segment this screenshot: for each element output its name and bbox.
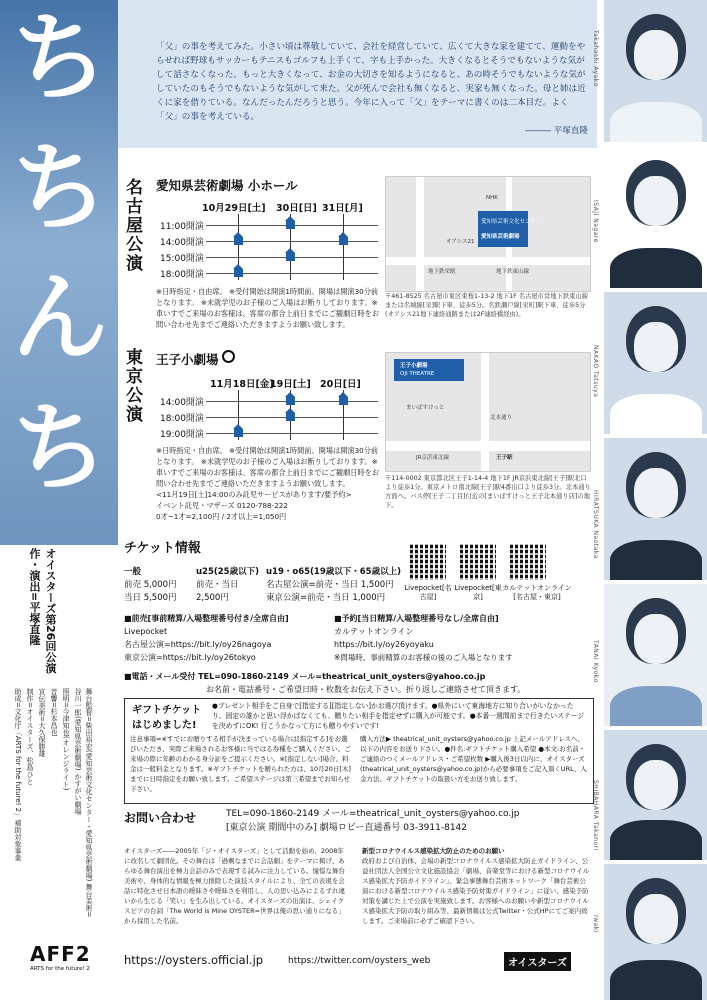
staff-credit: 宣伝美術=大久保勝雄 bbox=[38, 688, 46, 757]
covid-text: 政府および自治体、会場の新型コロナウイルス感染拡大防止ガイドライン、公益社団法人全国公立文化施設協会「劇場、音楽堂等における新型コロナウイルス感染拡大予防ガイドライン」、緊急事態舞台芸術ネットワーク「舞台芸術公演における新型コロナウイルス感染予防対策ガイドライン」に従い、感染予防対策を講じた上で公演を実施致します。お客様へのお願いや新型コロナウイルス感染拡大予防の取り組み等、最新情報は公式Twitter・公式HPにてご案内致します。ご来場前に必ずご確認下さい。 bbox=[362, 857, 590, 925]
nagoya-date-2: 30日[日] bbox=[276, 203, 317, 214]
tokyo-date-1: 11月18日[金] bbox=[210, 379, 274, 390]
nagoya-date-1: 10月29日[土] bbox=[202, 203, 266, 214]
nagoya-map: 愛知県芸術文化センター 愛知県芸術劇場 NHK 地下鉄栄駅 オアシス21 地下鉄東山線 bbox=[385, 176, 591, 292]
cast-photo bbox=[604, 730, 707, 860]
covid-heading: 新型コロナウイルス感染拡大防止のためのお願い bbox=[362, 847, 505, 855]
company-credit: オイスターズ第26回公演 bbox=[44, 548, 57, 674]
staff-credit: 助成=文化庁「ARTS for the future! 2」補助対象事業 bbox=[14, 688, 22, 862]
grid-line bbox=[206, 241, 378, 242]
cast-name: Iwaki bbox=[592, 915, 599, 933]
tokyo-time-3: 19:00開演 bbox=[160, 430, 204, 440]
reserve-line: カルテットオンライン bbox=[334, 627, 414, 636]
presale-link-tokyo[interactable]: 東京公演=https://bit.ly/oy26tokyo bbox=[124, 653, 256, 662]
tickets-heading: チケット情報 bbox=[124, 541, 201, 556]
qr-code-livepocket-nagoya[interactable] bbox=[410, 544, 446, 580]
nagoya-time-3: 15:00開演 bbox=[160, 254, 204, 264]
intro-signature: ――― 平塚直隆 bbox=[525, 126, 588, 136]
grid-line bbox=[206, 433, 378, 434]
tokyo-map-caption: 〒114-0002 東京都北区王子1-14-4 地下1F JR京浜東北線[王子]駅北口より徒歩1分。東京メトロ南北線[王子]駅4番出口より徒歩3分。北本通り方面へ。バス停[王子二丁目]付近の[まいばすけっと王子北本通り店]の地下。 bbox=[385, 475, 591, 509]
performance-mark bbox=[234, 429, 243, 437]
title-char-3: ん bbox=[12, 261, 108, 374]
contact-line-2: [東京公演 期間中のみ] 劇場ロビー直通番号 03-3911-8142 bbox=[226, 823, 468, 833]
qr-code-livepocket-tokyo[interactable] bbox=[460, 544, 496, 580]
u19-label: u19・o65(19歳以下・65歳以上) bbox=[266, 567, 401, 577]
staff-credit: 舞台監督=柴田裕宏(愛知芸術文化センター・愛知県芸術劇場) 舞台美術=谷川一郎(愛知県芸術劇場) かすがい劇場 bbox=[74, 688, 93, 918]
tokyo-time-2: 18:00開演 bbox=[160, 414, 204, 424]
qr-code-quartet-online[interactable] bbox=[510, 544, 546, 580]
childcare-fee: 0才~1才=2,100円 / 2才以上=1,050円 bbox=[156, 512, 287, 521]
cast-name: ISAJI Nagare bbox=[592, 200, 599, 243]
tokyo-region-title: 東京公演 bbox=[122, 348, 142, 424]
presale-line: Livepocket bbox=[124, 627, 168, 636]
cast-name: Takahashi Ayako bbox=[592, 30, 599, 87]
presale-heading: ■前売[事前精算/入場整理番号付き/全席自由] bbox=[124, 614, 289, 623]
qr-caption: Livepocket[名古屋] bbox=[404, 584, 452, 601]
aff2-logo-sub: ARTS for the future! 2 bbox=[30, 966, 90, 972]
nagoya-region-title: 名古屋公演 bbox=[122, 178, 142, 273]
phone-mail-line: ■電話・メール受付 TEL=090-1860-2149 メール=theatrical_unit_oysters@yahoo.co.jp bbox=[124, 672, 486, 681]
twitter-link[interactable]: https://twitter.com/oysters_web bbox=[288, 956, 431, 966]
aff2-logo: AFF2 bbox=[30, 942, 91, 966]
nagoya-time-4: 18:00開演 bbox=[160, 270, 204, 280]
gift-ticket-label: ギフトチケットはじめました! bbox=[132, 705, 202, 731]
grid-line bbox=[206, 273, 378, 274]
performance-mark bbox=[234, 237, 243, 245]
performance-mark bbox=[286, 253, 295, 261]
general-label: 一般 bbox=[124, 567, 142, 577]
tokyo-notes: ※日時指定・自由席。 ※受付開始は開演1時間前、開場は開演30分前となります。 ※未就学児のお子様のご入場はお断りしております。※車いすでご来場のお客様は、客席の都合上前日までにご観劇日時をお問い合わせ先までご連絡いただきますようお願い致します。 bbox=[156, 446, 380, 488]
cast-name: SHIBAHARA Takanori bbox=[592, 780, 599, 851]
title-char-2: ち bbox=[12, 131, 108, 244]
qr-caption: Livepocket[東京] bbox=[454, 584, 502, 601]
performance-mark bbox=[286, 413, 295, 421]
company-about: オイスターズ――2005年「ジ・オイスターズ」として活動を始め、2008年に改名して劇団化。その舞台は「過剰なまでに会話劇」をテーマに掲げ、あらゆる舞台演出を極力会話のみで表現する試みに注力している。憧憬な舞台美術や、身体的な情報を極力排除した演技スタイルにより、全ての表現を会話に特化させ日本語の曖昧さや曖昧さを利用し、人の思い込みによるずれ違いから生じる「笑い」を生み出している。オイスターズの出演は、シェイクスピアの台詞「The World is Mine OYSTER=世界は俺の思い通りになる」から採用した名前。 bbox=[124, 847, 345, 925]
general-door: 当日 5,500円 bbox=[124, 593, 177, 603]
u19-line-2: 東京公演=前売・当日 1,000円 bbox=[266, 593, 386, 603]
childcare-contact: イベント託児・マザーズ 0120-788-222 bbox=[156, 501, 288, 510]
gift-ticket-notes: 注意事項=※すでにお贈りする相手が決まっている場合は[指定する]をお選びいただき、実際ご来場されるお客様に当ではる券種をご購入ください。ご来場の際に年齢のわかる身分証をご提示ください。※[指定しない]場合、料金は一般料金となります。※ギフトチケットを贈られた方は、10月20日[木]までに日時指定をお願い致します。ご希望ステージは第三希望までお知らせ下さい。 bbox=[130, 735, 351, 793]
cast-name: HIRATSUKA Naotaka bbox=[592, 490, 599, 559]
cast-photo bbox=[604, 0, 707, 142]
childcare-notice: <11月19日[土]14:00のみ託児サービスがあります/要予約> bbox=[156, 490, 352, 499]
u19-line-1: 名古屋公演=前売・当日 1,500円 bbox=[266, 580, 394, 590]
staff-credit: 制作=オイスターズ、松島ひと bbox=[26, 688, 34, 785]
general-presale: 前売 5,000円 bbox=[124, 580, 177, 590]
intro-text bbox=[156, 40, 588, 138]
tokyo-date-3: 20日[日] bbox=[320, 379, 361, 390]
tokyo-venue: 王子小劇場 bbox=[156, 352, 219, 367]
tokyo-date-2: 19日[土] bbox=[270, 379, 311, 390]
u25-label: u25(25歳以下) bbox=[196, 567, 259, 577]
presale-link-nagoya[interactable]: 名古屋公演=https://bit.ly/oy26nagoya bbox=[124, 640, 272, 649]
performance-mark bbox=[234, 269, 243, 277]
nagoya-notes: ※日時指定・自由席。 ※受付開始は開演1時間前、開場は開演30分前となります。 ※未就学児のお子様のご入場はお断りしております。※車いすでご来場のお客様は、客席の都合上前日までにご観劇日時をお問い合わせ先までご連絡いただきますようお願い致します。 bbox=[156, 287, 380, 329]
cast-name: TANAI Kyoko bbox=[592, 640, 599, 683]
contact-line-1: TEL=090-1860-2149 メール=theatrical_unit_oysters@yahoo.co.jp bbox=[226, 809, 520, 819]
qr-caption: カルテットオンライン[名古屋・東京] bbox=[502, 584, 572, 601]
oysters-logo: オイスターズ bbox=[504, 952, 571, 971]
u25-line-1: 前売・当日 bbox=[196, 580, 239, 590]
grid-line bbox=[343, 214, 344, 280]
intro-body: 「父」の事を考えてみた。小さい頃は尊敬していて、会社を経営していて、広くて大きな家を建てて、運動をやらせれば野球もサッカーもテニスもゴルフも上手くて、字も上手かった。大きくなるとそうでもないような気がして話さなくなった。もっと大きくなって、お金の大切さを知るようになると、あの時そうでもないような気がしていたのもそうでもないような気がして来た。父が死んで会社も無くなると、実家も無くなった。母と姉は近くに家を借りている。なんだったんだろうと思う。今年に入って「父」をテーマに書くのは二本目だ。よく「父」の事を考えている。 bbox=[156, 42, 586, 122]
nagoya-map-caption: 〒461-8525 名古屋市東区東桜1-13-2 地下1F 名古屋市営地下鉄東山線または名城線[栄]駅下車、徒歩5分。名鉄瀬戸線[栄町]駅下車、徒歩5分(オアシス21地下連絡通路または2F連絡橋経由)。 bbox=[385, 293, 589, 318]
nagoya-venue: 愛知県芸術劇場 小ホール bbox=[156, 178, 298, 193]
staff-credit: 照明=今津知也(オレンジライト) bbox=[62, 688, 70, 791]
performance-mark bbox=[286, 221, 295, 229]
cast-name: NAKAO Tatsuya bbox=[592, 345, 599, 398]
website-link[interactable]: https://oysters.official.jp bbox=[124, 953, 264, 967]
reserve-link[interactable]: https://bit.ly/oy26yoyaku bbox=[334, 640, 434, 649]
cast-photo bbox=[604, 584, 707, 726]
venue-logo-icon bbox=[222, 350, 235, 363]
performance-mark bbox=[339, 397, 348, 405]
gift-ticket-description: ●プレゼント相手をご自身で[指定する][指定しない]かお選び頂けます。●県外にいて東海地方に知り合いがいなかったり、固定の誰かと思い浮かばなくても、贈りたい相手を指定せずに購入が可能です。●本番一週間前まで行きたいステージを決めずにOK! 行こうかなって方にも贈りやすいです! bbox=[212, 702, 585, 730]
cast-photo bbox=[604, 292, 707, 434]
author-credit: 作・演出=平塚直隆 bbox=[28, 548, 41, 646]
performance-mark bbox=[339, 237, 348, 245]
cast-photo bbox=[604, 146, 707, 288]
tokyo-time-1: 14:00開演 bbox=[160, 398, 204, 408]
cast-photo bbox=[604, 864, 707, 1000]
gift-ticket-howto: 購入方法▶ theatrical_unit_oysters@yahoo.co.jp 上記メールアドレスへ、以下の内容をお送り下さい。●件名:ギフトチケット購入希望 ●本文:お名前・ご連絡のつくメールアドレス・ご希望枚数 ▶購入後3日以内に、オイスターズ(theatrical_unit_oysters@yahoo.co.jp)から必要事項をご記入頂くURL、入金方法、ギフトチケットの取扱い方をお送り致します。 bbox=[360, 735, 587, 783]
reserve-heading: ■予約[当日精算/入場整理番号なし/全席自由] bbox=[334, 614, 499, 623]
nagoya-time-2: 14:00開演 bbox=[160, 238, 204, 248]
nagoya-date-3: 31日[月] bbox=[322, 203, 363, 214]
staff-credit: 音響=杉本昌也 bbox=[50, 688, 58, 736]
phone-mail-instruction: お名前・電話番号・ご希望日時・枚数をお伝え下さい。折り返しご連絡させて頂きます。 bbox=[206, 685, 526, 694]
nagoya-time-1: 11:00開演 bbox=[160, 222, 204, 232]
title-char-4: ち bbox=[12, 391, 108, 504]
title-char-1: ち bbox=[12, 1, 108, 114]
tokyo-map: 王子小劇場 OJI THEATRE 北本通り JR京浜東北線 王子駅 まいばすけっと bbox=[385, 352, 591, 472]
u25-line-2: 2,500円 bbox=[196, 593, 229, 603]
cast-photo bbox=[604, 438, 707, 580]
reserve-note: ※問場時、事前精算のお客様の後のご入場となります bbox=[334, 653, 513, 662]
contact-heading: お問い合わせ bbox=[124, 811, 197, 825]
performance-mark bbox=[286, 397, 295, 405]
